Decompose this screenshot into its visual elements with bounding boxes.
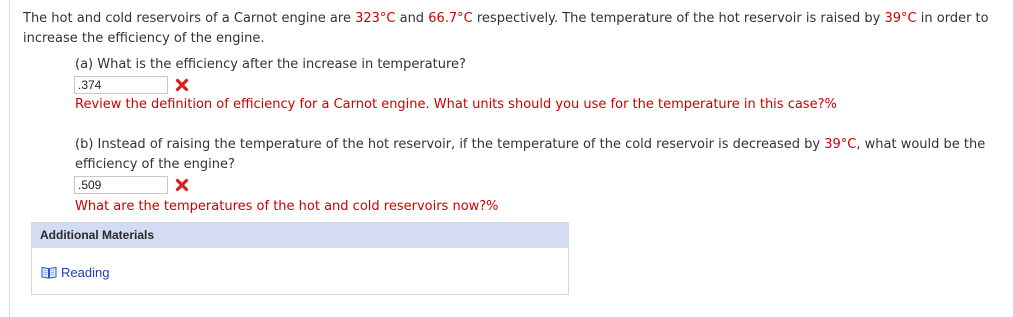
question-text: (b) Instead of raising the temperature of the hot reservoir, if the temperature of the cold reservoir is decreased by [75,137,825,152]
book-icon [41,266,57,279]
reading-link[interactable] [41,263,109,281]
additional-materials-header: Additional Materials [32,223,568,248]
decrease-temp-value: 39°C [824,137,857,152]
problem-text: respectively. The temperature of the hot reservoir is raised by [472,11,885,26]
problem-text: The hot and cold reservoirs of a Carnot engine are [23,11,356,26]
problem-text: in order to increase the efficiency of the engine. [23,11,989,46]
question-text: , what would be the efficiency of the engine? [75,137,986,172]
part-a-feedback: Review the definition of efficiency for a Carnot engine. What units should you use for the temperature in this case?% [75,97,837,112]
problem-statement [23,9,1008,49]
part-b-feedback: What are the temperatures of the hot and cold reservoirs now?% [75,199,499,214]
part-a-answer-input[interactable] [74,76,168,94]
part-b-answer-input[interactable] [74,176,168,194]
wrong-x-icon [175,178,189,192]
part-b-question [75,135,1005,175]
problem-text: and [395,11,429,26]
reading-link-label: Reading [61,264,110,280]
part-a-question: (a) What is the efficiency after the increase in temperature? [75,57,466,72]
additional-materials-panel [31,222,569,295]
hot-temp-value: 323°C [355,11,396,26]
cold-temp-value: 66.7°C [428,11,473,26]
raise-temp-value: 39°C [884,11,917,26]
wrong-x-icon [175,78,189,92]
